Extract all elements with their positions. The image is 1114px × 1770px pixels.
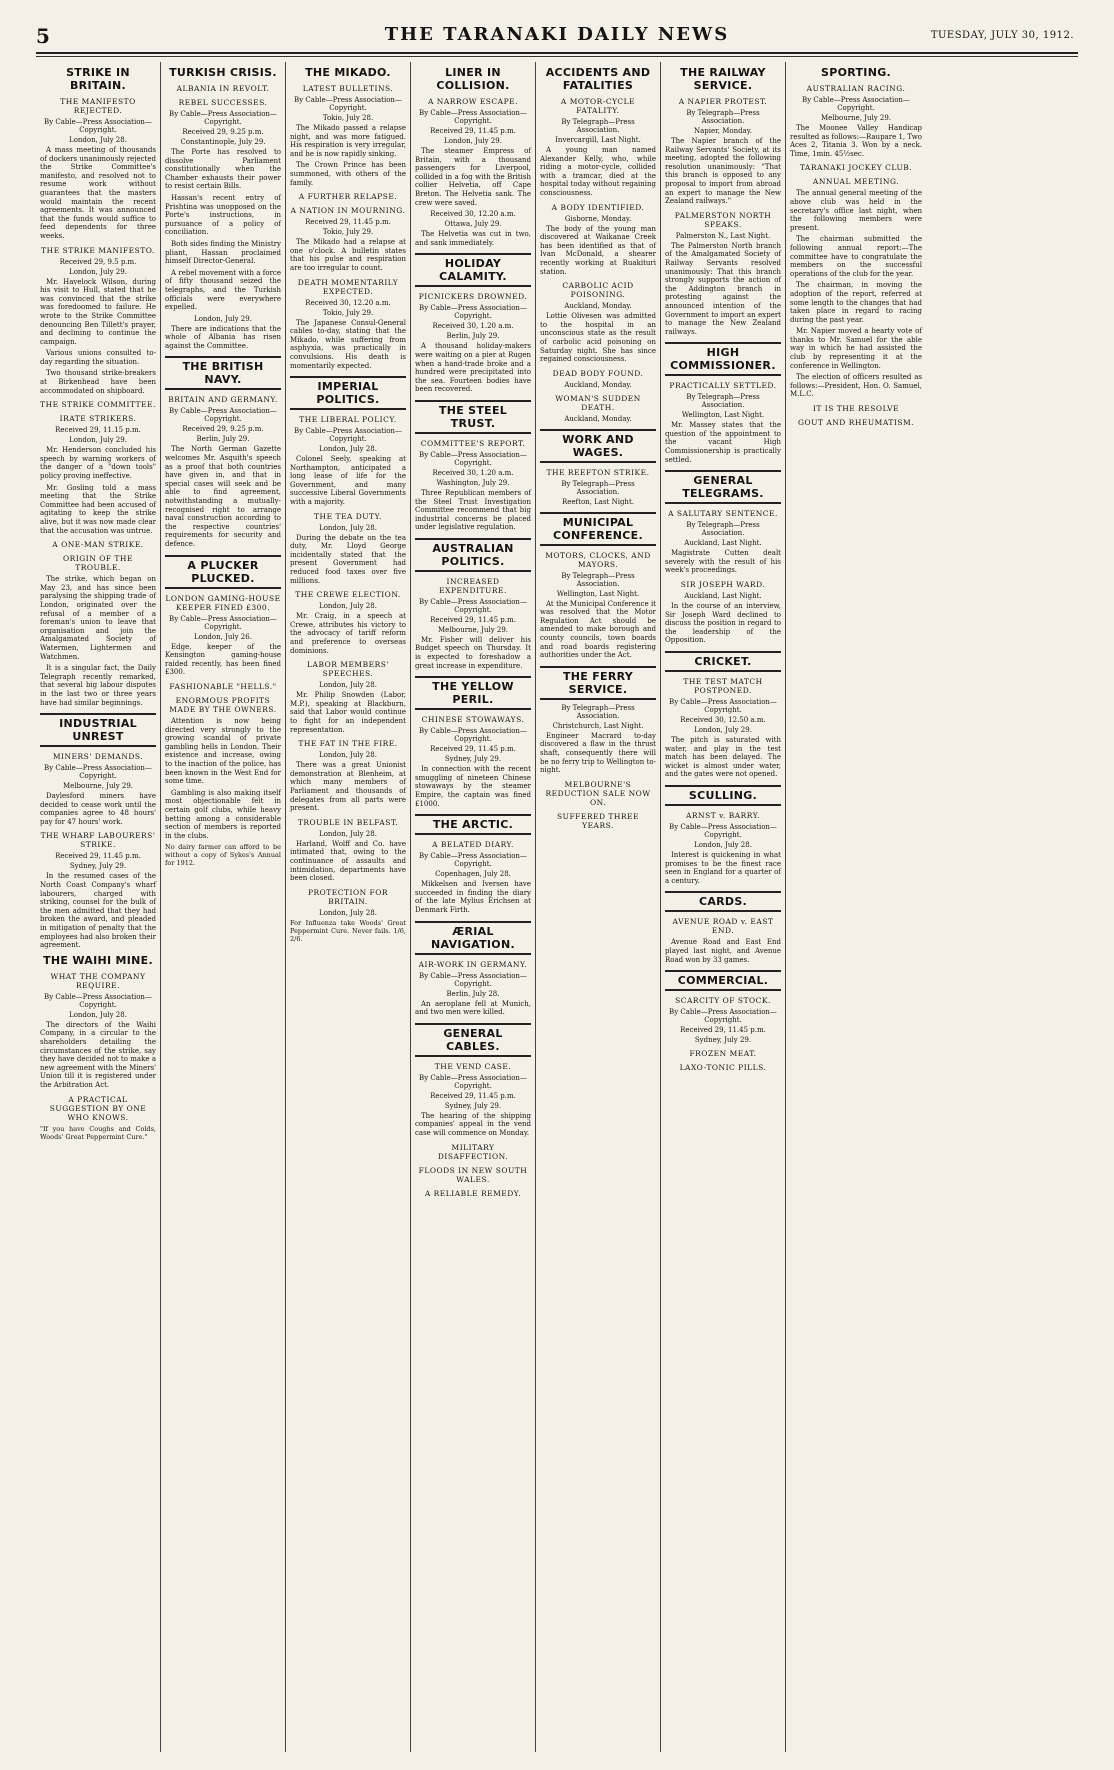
sub-heading: A SALUTARY SENTENCE. <box>668 509 778 519</box>
dateline: London, July 26. <box>194 632 252 641</box>
dateline: London, July 28. <box>319 751 377 760</box>
dateline: London, July 28. <box>69 1010 127 1019</box>
article-paragraph: A rebel movement with a force of fifty thousand seized the telegraphs, and the Turkish officials were everywhere expelled. <box>165 268 281 312</box>
sub-heading: INCREASED EXPENDITURE. <box>439 576 507 595</box>
section-heading: LINER IN COLLISION. <box>436 66 510 92</box>
dateline: By Telegraph—Press Association. <box>561 703 635 720</box>
article-paragraph: Three Republican members of the Steel Trust Investigation Committee recommend that big industrial concerns be placed under legislative regulation. <box>415 488 531 532</box>
dateline: By Cable—Press Association—Copyright. <box>169 110 277 126</box>
article-paragraph: The directors of the Waihi Company, in a circular to the shareholders detailing the circumstances of the strike, say they have decided not to make a new agreement with the Miners' Union till it is registered under the Arbitration Act. <box>40 1020 156 1089</box>
dateline: Received 29, 11.45 p.m. <box>430 615 516 624</box>
sub-heading: THE CREWE ELECTION. <box>295 590 401 600</box>
dateline: London, July 28. <box>69 136 127 144</box>
article-paragraph: Mr. Fisher will deliver his Budget speech on Thursday. It is expected to foreshadow a great increase in expenditure. <box>415 635 531 670</box>
dateline: Received 29, 11.45 p.m. <box>430 745 516 754</box>
dateline: By Cable—Press Association—Copyright. <box>44 992 152 1009</box>
dateline: Received 29, 11.45 p.m. <box>305 218 391 227</box>
dateline: Sydney, July 29. <box>444 755 502 764</box>
article-paragraph: Various unions consulted to-day regarding the situation. <box>40 349 156 366</box>
dateline: Auckland, Monday. <box>564 380 632 389</box>
sub-heading: FROZEN MEAT. <box>689 1049 757 1059</box>
article-paragraph: Mr. Gosling told a mass meeting that the Strike Committee had been accused of agitating to keep the strike alive, but it was now made clear that the accusation was untrue. <box>40 483 156 535</box>
dateline: Received 29, 11.45 p.m. <box>430 1091 516 1100</box>
sub-heading: LAXO-TONIC PILLS. <box>679 1063 767 1073</box>
section-heading: THE BRITISH NAVY. <box>165 356 281 390</box>
section-heading: A PLUCKER PLUCKED. <box>165 555 281 589</box>
dateline: London, July 28. <box>319 681 377 690</box>
column-2 <box>161 62 286 1752</box>
dateline: Received 30, 12.50 a.m. <box>680 716 766 724</box>
dateline: Received 30, 12.20 a.m. <box>430 210 516 219</box>
dateline: By Cable—Press Association—Copyright. <box>294 96 402 112</box>
sub-heading: ALBANIA IN REVOLT. <box>176 84 270 93</box>
article-paragraph: Harland, Wolff and Co. have intimated that, owing to the continuance of assaults and intimidation, departments have been closed. <box>290 839 406 883</box>
article-paragraph: Mr. Henderson concluded his speech by warning workers of the danger of a "down tools" policy proving ineffective. <box>40 446 156 481</box>
sub-heading: MILITARY DISAFFECTION. <box>437 1142 509 1161</box>
dateline: Auckland, Last Night. <box>684 592 762 601</box>
dateline: Washington, July 29. <box>436 478 510 487</box>
advertisement-text: For Influenza take Woods' Great Peppermint Cure. Never fails. 1/6, 2/6. <box>290 918 406 943</box>
dateline: By Telegraph—Press Association. <box>561 571 635 588</box>
page-number: 5 <box>36 24 50 48</box>
article-paragraph: Mr. Philip Snowden (Labor, M.P.), speaking at Blackburn, said that Labor would continue to fight for an independent representation. <box>290 691 406 734</box>
dateline: Auckland, Last Night. <box>684 539 762 548</box>
article-paragraph: In connection with the recent smuggling of nineteen Chinese stowaways by the steamer Empire, the captain was fined £1000. <box>415 765 531 808</box>
article-paragraph: Colonel Seely, speaking at Northampton, anticipated a long lease of life for the Government, and many successive Liberal Governments with a majority. <box>290 455 406 507</box>
sub-heading: A RELIABLE REMEDY. <box>424 1188 522 1198</box>
section-heading: GENERAL CABLES. <box>415 1023 531 1057</box>
column-4 <box>411 62 536 1752</box>
article-paragraph: It is a singular fact, the Daily Telegraph recently remarked, that several big labour disputes in the last two or three years have had similar beginnings. <box>40 664 156 707</box>
sub-heading: SIR JOSEPH WARD. <box>680 580 766 590</box>
dateline: Berlin, July 29. <box>196 435 250 444</box>
sub-heading: AUSTRALIAN RACING. <box>806 84 906 93</box>
sub-heading: A BODY IDENTIFIED. <box>551 202 645 212</box>
masthead-rule <box>36 52 1078 54</box>
column-7 <box>786 62 926 1752</box>
dateline: Received 30, 1.20 a.m. <box>432 468 514 477</box>
dateline: Received 29, 9.25 p.m. <box>182 128 264 136</box>
section-heading: IMPERIAL POLITICS. <box>290 376 406 410</box>
dateline: By Cable—Press Association—Copyright. <box>669 822 777 839</box>
column-6 <box>661 62 786 1752</box>
dateline: By Cable—Press Association—Copyright. <box>44 764 152 781</box>
sub-heading: ANNUAL MEETING. <box>812 177 900 187</box>
sub-heading: A FURTHER RELAPSE. <box>298 192 398 202</box>
section-heading: HOLIDAY CALAMITY. <box>415 253 531 287</box>
dateline: Tokio, July 29. <box>322 308 374 317</box>
sub-heading: ENORMOUS PROFITS MADE BY THE OWNERS. <box>169 695 277 714</box>
sub-heading: A NAPIER PROTEST. <box>678 97 768 106</box>
sub-heading: A NATION IN MOURNING. <box>290 206 406 216</box>
dateline: Copenhagen, July 28. <box>435 870 511 879</box>
sub-heading: ORIGIN OF THE TROUBLE. <box>63 554 133 573</box>
dateline: London, July 28. <box>694 840 752 849</box>
dateline: London, July 28. <box>319 523 377 532</box>
dateline: Tokio, July 29. <box>322 228 374 237</box>
dateline: By Cable—Press Association—Copyright. <box>44 118 152 134</box>
dateline: By Cable—Press Association—Copyright. <box>419 109 527 125</box>
dateline: Gisborne, Monday. <box>564 214 632 223</box>
sub-heading: THE LIBERAL POLICY. <box>299 415 397 425</box>
advertisement-text: No dairy farmer can afford to be without a copy of Sykes's Annual for 1912. <box>165 843 281 868</box>
sub-heading: A ONE-MAN STRIKE. <box>52 540 144 550</box>
article-paragraph: Hassan's recent entry of Prishtina was unopposed on the Porte's instructions, in pursuance of a policy of conciliation. <box>165 193 281 237</box>
section-heading: THE YELLOW PERIL. <box>415 676 531 710</box>
article-paragraph: Mikkelsen and Iversen have succeeded in finding the diary of the late Mylius Erichsen at Denmark Firth. <box>415 880 531 914</box>
sub-heading: FASHIONABLE "HELLS." <box>169 681 277 691</box>
sub-heading: A PRACTICAL SUGGESTION BY ONE WHO KNOWS. <box>49 1094 147 1122</box>
dateline: By Cable—Press Association—Copyright. <box>802 96 910 112</box>
article-paragraph: A mass meeting of thousands of dockers unanimously rejected the Strike Committee's manifesto, and resolved not to resume work without guarantees that the masters would maintain the recent agreements. It was announced that the funds would suffice to feed dependents for three weeks. <box>40 146 156 240</box>
dateline: By Cable—Press Association—Copyright. <box>169 407 277 424</box>
dateline: By Telegraph—Press Association. <box>686 109 760 125</box>
sub-heading: PROTECTION FOR BRITAIN. <box>307 887 389 906</box>
section-heading: AUSTRALIAN POLITICS. <box>415 538 531 572</box>
sub-heading: AIR-WORK IN GERMANY. <box>418 959 528 969</box>
section-heading: GENERAL TELEGRAMS. <box>665 470 781 504</box>
article-paragraph: Two thousand strike-breakers at Birkenhead have been accommodated on shipboard. <box>40 369 156 395</box>
dateline: By Cable—Press Association—Copyright. <box>419 450 527 467</box>
sub-heading: MOTORS, CLOCKS, AND MAYORS. <box>545 550 651 569</box>
sub-heading: THE STRIKE MANIFESTO. <box>41 245 155 255</box>
dateline: Received 29, 9.25 p.m. <box>182 425 264 434</box>
dateline: Wellington, Last Night. <box>556 589 640 598</box>
dateline: Sydney, July 29. <box>69 862 127 871</box>
column-1 <box>36 62 161 1752</box>
article-paragraph: The election of officers resulted as follows:—President, Hon. O. Samuel, M.L.C. <box>790 373 922 399</box>
section-heading: CRICKET. <box>665 651 781 672</box>
section-heading: COMMERCIAL. <box>665 970 781 991</box>
sub-heading: LABOR MEMBERS' SPEECHES. <box>307 660 389 679</box>
masthead <box>0 0 1114 54</box>
article-paragraph: In the resumed cases of the North Coast Company's wharf labourers, charged with striking, counsel for the bulk of the men admitted that they had broken the award, and pleaded in mitigation of penalty that the employees had also broken their agreement. <box>40 872 156 950</box>
sub-heading: THE WHARF LABOURERS' STRIKE. <box>40 831 156 850</box>
article-paragraph: Edge, keeper of the Kensington gaming-house raided recently, has been fined £300. <box>165 642 281 677</box>
dateline: By Cable—Press Association—Copyright. <box>419 971 527 988</box>
dateline: London, July 28. <box>319 445 377 454</box>
dateline: By Cable—Press Association—Copyright. <box>419 1073 527 1090</box>
section-heading: STRIKE IN BRITAIN. <box>66 66 130 92</box>
dateline: Melbourne, July 29. <box>437 625 509 634</box>
article-paragraph: The Porte has resolved to dissolve Parliament constitutionally when the Chamber exhausts their power to resist certain Bills. <box>165 148 281 191</box>
article-paragraph: Both sides finding the Ministry pliant, Hassan proclaimed himself Director-General. <box>165 239 281 266</box>
article-paragraph: Mr. Havelock Wilson, during his visit to Hull, stated that he was convinced that the strike was foredoomed to failure. He wrote to the Strike Committee denouncing Ben Tillett's prayer, and declining to continue the campaign. <box>40 277 156 346</box>
dateline: London, July 29. <box>194 314 252 323</box>
sub-heading: MINERS' DEMANDS. <box>52 752 144 762</box>
sub-heading: TROUBLE IN BELFAST. <box>297 817 399 827</box>
article-paragraph: Mr. Massey states that the question of the appointment to the vacant High Commissionership is practically settled. <box>665 421 781 464</box>
sub-heading: TARANAKI JOCKEY CLUB. <box>799 163 913 173</box>
dateline: By Cable—Press Association—Copyright. <box>169 614 277 631</box>
dateline: By Cable—Press Association—Copyright. <box>669 698 777 714</box>
section-heading: HIGH COMMISSIONER. <box>665 342 781 376</box>
article-paragraph: The pitch is saturated with water, and play in the test match has been delayed. The wicket is almost under water, and the gates were not opened. <box>665 736 781 779</box>
dateline: Christchurch, Last Night. <box>552 721 644 730</box>
newspaper-title: THE TARANAKI DAILY NEWS <box>384 24 730 45</box>
article-paragraph: During the debate on the tea duty, Mr. Lloyd George incidentally stated that the present Government had reduced food taxes over five millions. <box>290 533 406 585</box>
dateline: London, July 29. <box>69 436 127 445</box>
article-paragraph: The Palmerston North branch of the Amalgamated Society of Railway Servants resolved unanimously: That this branch strongly supports the action of the Addington branch in protesting against the announced intention of the Government to import an expert to manage the New Zealand railways. <box>665 241 781 336</box>
article-paragraph: An aeroplane fell at Munich, and two men were killed. <box>415 999 531 1017</box>
dateline: Reefton, Last Night. <box>562 497 634 506</box>
article-paragraph: A young man named Alexander Kelly, who, while riding a motor-cycle, collided with a tramcar, died at the hospital today without regaining consciousness. <box>540 146 656 197</box>
sub-heading: REBEL SUCCESSES. <box>178 98 268 107</box>
article-paragraph: The body of the young man discovered at Waikanae Creek has been identified as that of Ivan McDonald, a shearer recently working at Ruakituri station. <box>540 224 656 276</box>
dateline: London, July 29. <box>69 267 127 276</box>
section-heading: MUNICIPAL CONFERENCE. <box>540 512 656 546</box>
sub-heading: A MOTOR-CYCLE FATALITY. <box>560 97 636 115</box>
sub-heading: WOMAN'S SUDDEN DEATH. <box>555 393 641 412</box>
sub-heading: A NARROW ESCAPE. <box>428 97 518 106</box>
dateline: By Telegraph—Press Association. <box>561 479 635 496</box>
dateline: London, July 29. <box>444 137 502 145</box>
article-paragraph: The Mikado had a relapse at one o'clock. A bulletin states that his pulse and respiration are too irregular to count. <box>290 238 406 272</box>
sub-heading: THE VEND CASE. <box>434 1061 512 1071</box>
issue-date: TUESDAY, JULY 30, 1912. <box>930 30 1074 41</box>
dateline: By Telegraph—Press Association. <box>686 521 760 538</box>
sub-heading: WHAT THE COMPANY REQUIRE. <box>50 971 146 990</box>
dateline: Invercargill, Last Night. <box>555 136 641 144</box>
article-paragraph: The strike, which began on May 23, and has since been paralysing the shipping trade of London, originated over the refusal of a member of a foreman's union to leave that organisation and join the Amalgamated Society of Watermen, Lightermen and Watchmen. <box>40 575 156 661</box>
article-paragraph: The Napier branch of the Railway Servants' Society, at its meeting, adopted the following resolution unanimously: "That this branch is opposed to any proposal to import from abroad an expert to manage the New Zealand railways." <box>665 137 781 206</box>
masthead-rule-thin <box>36 56 1078 57</box>
section-heading: CARDS. <box>665 891 781 912</box>
dateline: Sydney, July 29. <box>444 1101 502 1110</box>
sub-heading: MELBOURNE'S REDUCTION SALE NOW ON. <box>545 779 651 807</box>
article-paragraph: The Mikado passed a relapse night, and was more fatigued. His respiration is very irregular, and he is now rapidly sinking. <box>290 124 406 158</box>
dateline: Auckland, Monday. <box>564 302 632 311</box>
sub-heading: THE FAT IN THE FIRE. <box>298 739 398 749</box>
dateline: Received 29, 11.45 p.m. <box>430 127 516 135</box>
section-heading: SCULLING. <box>665 785 781 806</box>
article-paragraph: Mr. Craig, in a speech at Crewe, attributes his victory to the advocacy of tariff reform and preference to overseas dominions. <box>290 612 406 655</box>
dateline: Constantinople, July 29. <box>180 138 266 146</box>
dateline: By Cable—Press Association—Copyright. <box>294 427 402 444</box>
sub-heading: DEAD BODY FOUND. <box>552 368 644 378</box>
section-heading: WORK AND WAGES. <box>540 429 656 463</box>
article-paragraph: The chairman submitted the following annual report:—The committee have to congratulate the members on the successful operations of the club for the year. <box>790 235 922 278</box>
sub-heading: THE REEFTON STRIKE. <box>546 467 650 477</box>
dateline: Wellington, Last Night. <box>681 411 765 420</box>
dateline: Berlin, July 29. <box>446 332 500 341</box>
dateline: By Cable—Press Association—Copyright. <box>419 727 527 744</box>
sub-heading: PICNICKERS DROWNED. <box>418 292 528 302</box>
article-paragraph: Engineer Macrard to-day discovered a flaw in the thrust shaft, consequently there will be no ferry trip to Wellington to-night. <box>540 731 656 775</box>
page-columns <box>36 62 1080 1752</box>
article-paragraph: Avenue Road and East End played last night, and Avenue Road won by 33 games. <box>665 938 781 964</box>
sub-heading: GOUT AND RHEUMATISM. <box>797 418 915 428</box>
dateline: Palmerston N., Last Night. <box>675 231 771 240</box>
dateline: Received 29, 11.45 p.m. <box>680 1026 766 1035</box>
article-paragraph: Mr. Napier moved a hearty vote of thanks to Mr. Samuel for the able way in which he had assisted the club by representing it at the conference in Wellington. <box>790 327 922 370</box>
article-paragraph: At the Municipal Conference it was resolved that the Motor Regulation Act should be amended to make borough and county councils, town boards and road boards registering authorities under the Act. <box>540 599 656 660</box>
article-paragraph: Lottie Olivesen was admitted to the hospital in an unconscious state as the result of carbolic acid poisoning on Saturday night. She has since regained consciousness. <box>540 312 656 364</box>
section-heading: THE RAILWAY SERVICE. <box>680 66 766 92</box>
article-paragraph: The North German Gazette welcomes Mr. Asquith's speech as a proof that both countries have given in, and that in special cases will seek and be able to find agreement, notwithstanding a mutually-recognised right to arrange naval construction according to the respective countries' requirements for security and defence. <box>165 445 281 548</box>
dateline: By Cable—Press Association—Copyright. <box>419 304 527 321</box>
dateline: Sydney, July 29. <box>694 1036 752 1045</box>
article-paragraph: The steamer Empress of Britain, with a thousand passengers for Liverpool, collided in a fog with the British collier Helvetia, off Cape Breton. The Helvetia sank. The crew were saved. <box>415 147 531 207</box>
article-paragraph: The Helvetia was cut in two, and sank immediately. <box>415 230 531 247</box>
sub-heading: COMMITTEE'S REPORT. <box>420 438 526 448</box>
section-heading: THE FERRY SERVICE. <box>540 666 656 700</box>
dateline: Received 29, 11.45 p.m. <box>55 852 141 861</box>
sub-heading: THE TEST MATCH POSTPONED. <box>683 677 763 695</box>
sub-heading: THE STRIKE COMMITTEE. <box>40 400 156 410</box>
sub-heading: SCARCITY OF STOCK. <box>675 996 771 1006</box>
dateline: London, July 29. <box>694 726 752 734</box>
dateline: By Telegraph—Press Association. <box>686 393 760 410</box>
article-paragraph: Attention is now being directed very strongly to the growing scandal of private gambling hells in London. Their existence and increase, owing to the inaction of the police, has been known in the West End for some time. <box>165 716 281 786</box>
article-paragraph: The Japanese Consul-General cables to-day, stating that the Mikado, while suffering from asphyxia, was practically in convulsions. His death is momentarily expected. <box>290 318 406 370</box>
section-heading: THE MIKADO. <box>305 66 391 79</box>
article-paragraph: In the course of an interview, Sir Joseph Ward declined to discuss the position in regard to the leadership of the Opposition. <box>665 602 781 645</box>
sub-heading: CHINESE STOWAWAYS. <box>421 715 525 725</box>
article-paragraph: The Moonee Valley Handicap resulted as follows:—Raupare 1, Two Aces 2, Titania 3. Won by a neck. Time, 1min. 45½sec. <box>790 124 922 158</box>
sub-heading: IT IS THE RESOLVE <box>812 404 900 414</box>
section-heading: INDUSTRIAL UNREST <box>40 713 156 747</box>
dateline: Auckland, Monday. <box>564 414 632 423</box>
article-paragraph: There are indications that the whole of Albania has risen against the Committee. <box>165 324 281 350</box>
article-paragraph: Gambling is also making itself most objectionable felt in certain golf clubs, while heavy betting among a considerable section of members is reported in the clubs. <box>165 788 281 840</box>
dateline: Ottawa, July 29. <box>444 220 502 229</box>
article-paragraph: Daylesford miners have decided to cease work until the companies agree to 48 hours' pay for 47 hours' work. <box>40 792 156 826</box>
article-paragraph: The hearing of the shipping companies' appeal in the vend case will commence on Monday. <box>415 1111 531 1137</box>
section-heading: THE ARCTIC. <box>415 814 531 835</box>
sub-heading: THE TEA DUTY. <box>314 511 382 521</box>
sub-heading: BRITAIN AND GERMANY. <box>168 395 278 405</box>
dateline: Received 29, 9.5 p.m. <box>59 257 137 266</box>
section-heading: ÆRIAL NAVIGATION. <box>415 921 531 955</box>
section-heading: THE STEEL TRUST. <box>415 400 531 434</box>
section-heading: THE WAIHI MINE. <box>43 953 153 967</box>
article-paragraph: The annual general meeting of the above club was held in the secretary's office last night, when the following members were present. <box>790 189 922 232</box>
sub-heading: FLOODS IN NEW SOUTH WALES. <box>418 1165 528 1184</box>
sub-heading: CARBOLIC ACID POISONING. <box>562 281 634 300</box>
dateline: Melbourne, July 29. <box>62 782 134 791</box>
dateline: By Cable—Press Association—Copyright. <box>669 1008 777 1025</box>
article-paragraph: A thousand holiday-makers were waiting on a pier at Rugen when a hand-trade broke and a hundred were precipitated into the sea. Fourteen bodies have been recovered. <box>415 342 531 394</box>
sub-heading: PALMERSTON NORTH SPEAKS. <box>674 210 772 229</box>
dateline: Berlin, July 28. <box>446 989 500 998</box>
dateline: Napier, Monday. <box>694 127 752 135</box>
sub-heading: LONDON GAMING-HOUSE KEEPER FINED £300. <box>165 593 281 612</box>
sub-heading: PRACTICALLY SETTLED. <box>669 381 777 391</box>
section-heading: SPORTING. <box>820 66 892 79</box>
dateline: By Cable—Press Association—Copyright. <box>419 597 527 614</box>
sub-heading: AVENUE ROAD v. EAST END. <box>672 917 774 936</box>
sub-heading: LATEST BULLETINS. <box>302 84 394 93</box>
sub-heading: SUFFERED THREE YEARS. <box>557 811 639 830</box>
sub-heading: DEATH MOMENTARILY EXPECTED. <box>297 277 399 296</box>
dateline: Tokio, July 28. <box>322 114 374 122</box>
section-heading: ACCIDENTS AND FATALITIES <box>545 66 651 92</box>
sub-heading: ARNST v. BARRY. <box>685 810 761 820</box>
advertisement-text: "If you have Coughs and Colds, Woods' Great Peppermint Cure." <box>40 1124 156 1141</box>
sub-heading: A BELATED DIARY. <box>432 840 514 850</box>
article-paragraph: There was a great Unionist demonstration at Blenheim, at which many members of Parliament and thousands of delegates from all parts were present. <box>290 761 406 813</box>
dateline: London, July 28. <box>319 602 377 611</box>
column-3 <box>286 62 411 1752</box>
article-paragraph: Interest is quickening in what promises to be the finest race seen in England for a quarter of a century. <box>665 850 781 885</box>
article-paragraph: The Crown Prince has been summoned, with others of the family. <box>290 161 406 187</box>
sub-heading: IRATE STRIKERS. <box>59 414 137 424</box>
section-heading: TURKISH CRISIS. <box>169 66 277 79</box>
article-paragraph: The chairman, in moving the adoption of the report, referred at some length to the changes that had taken place in regard to racing during the past year. <box>790 281 922 324</box>
article-paragraph: Magistrate Cutten dealt severely with the result of his week's proceedings. <box>665 549 781 575</box>
dateline: Melbourne, July 29. <box>820 114 892 122</box>
dateline: Received 30, 12.20 a.m. <box>305 298 391 307</box>
dateline: London, July 28. <box>319 908 377 917</box>
dateline: London, July 28. <box>319 829 377 838</box>
dateline: By Telegraph—Press Association. <box>561 118 635 134</box>
dateline: Received 29, 11.15 p.m. <box>55 426 141 435</box>
dateline: By Cable—Press Association—Copyright. <box>419 852 527 869</box>
sub-heading: THE MANIFESTO REJECTED. <box>60 97 136 115</box>
column-5 <box>536 62 661 1752</box>
dateline: Received 30, 1.20 a.m. <box>432 322 514 331</box>
